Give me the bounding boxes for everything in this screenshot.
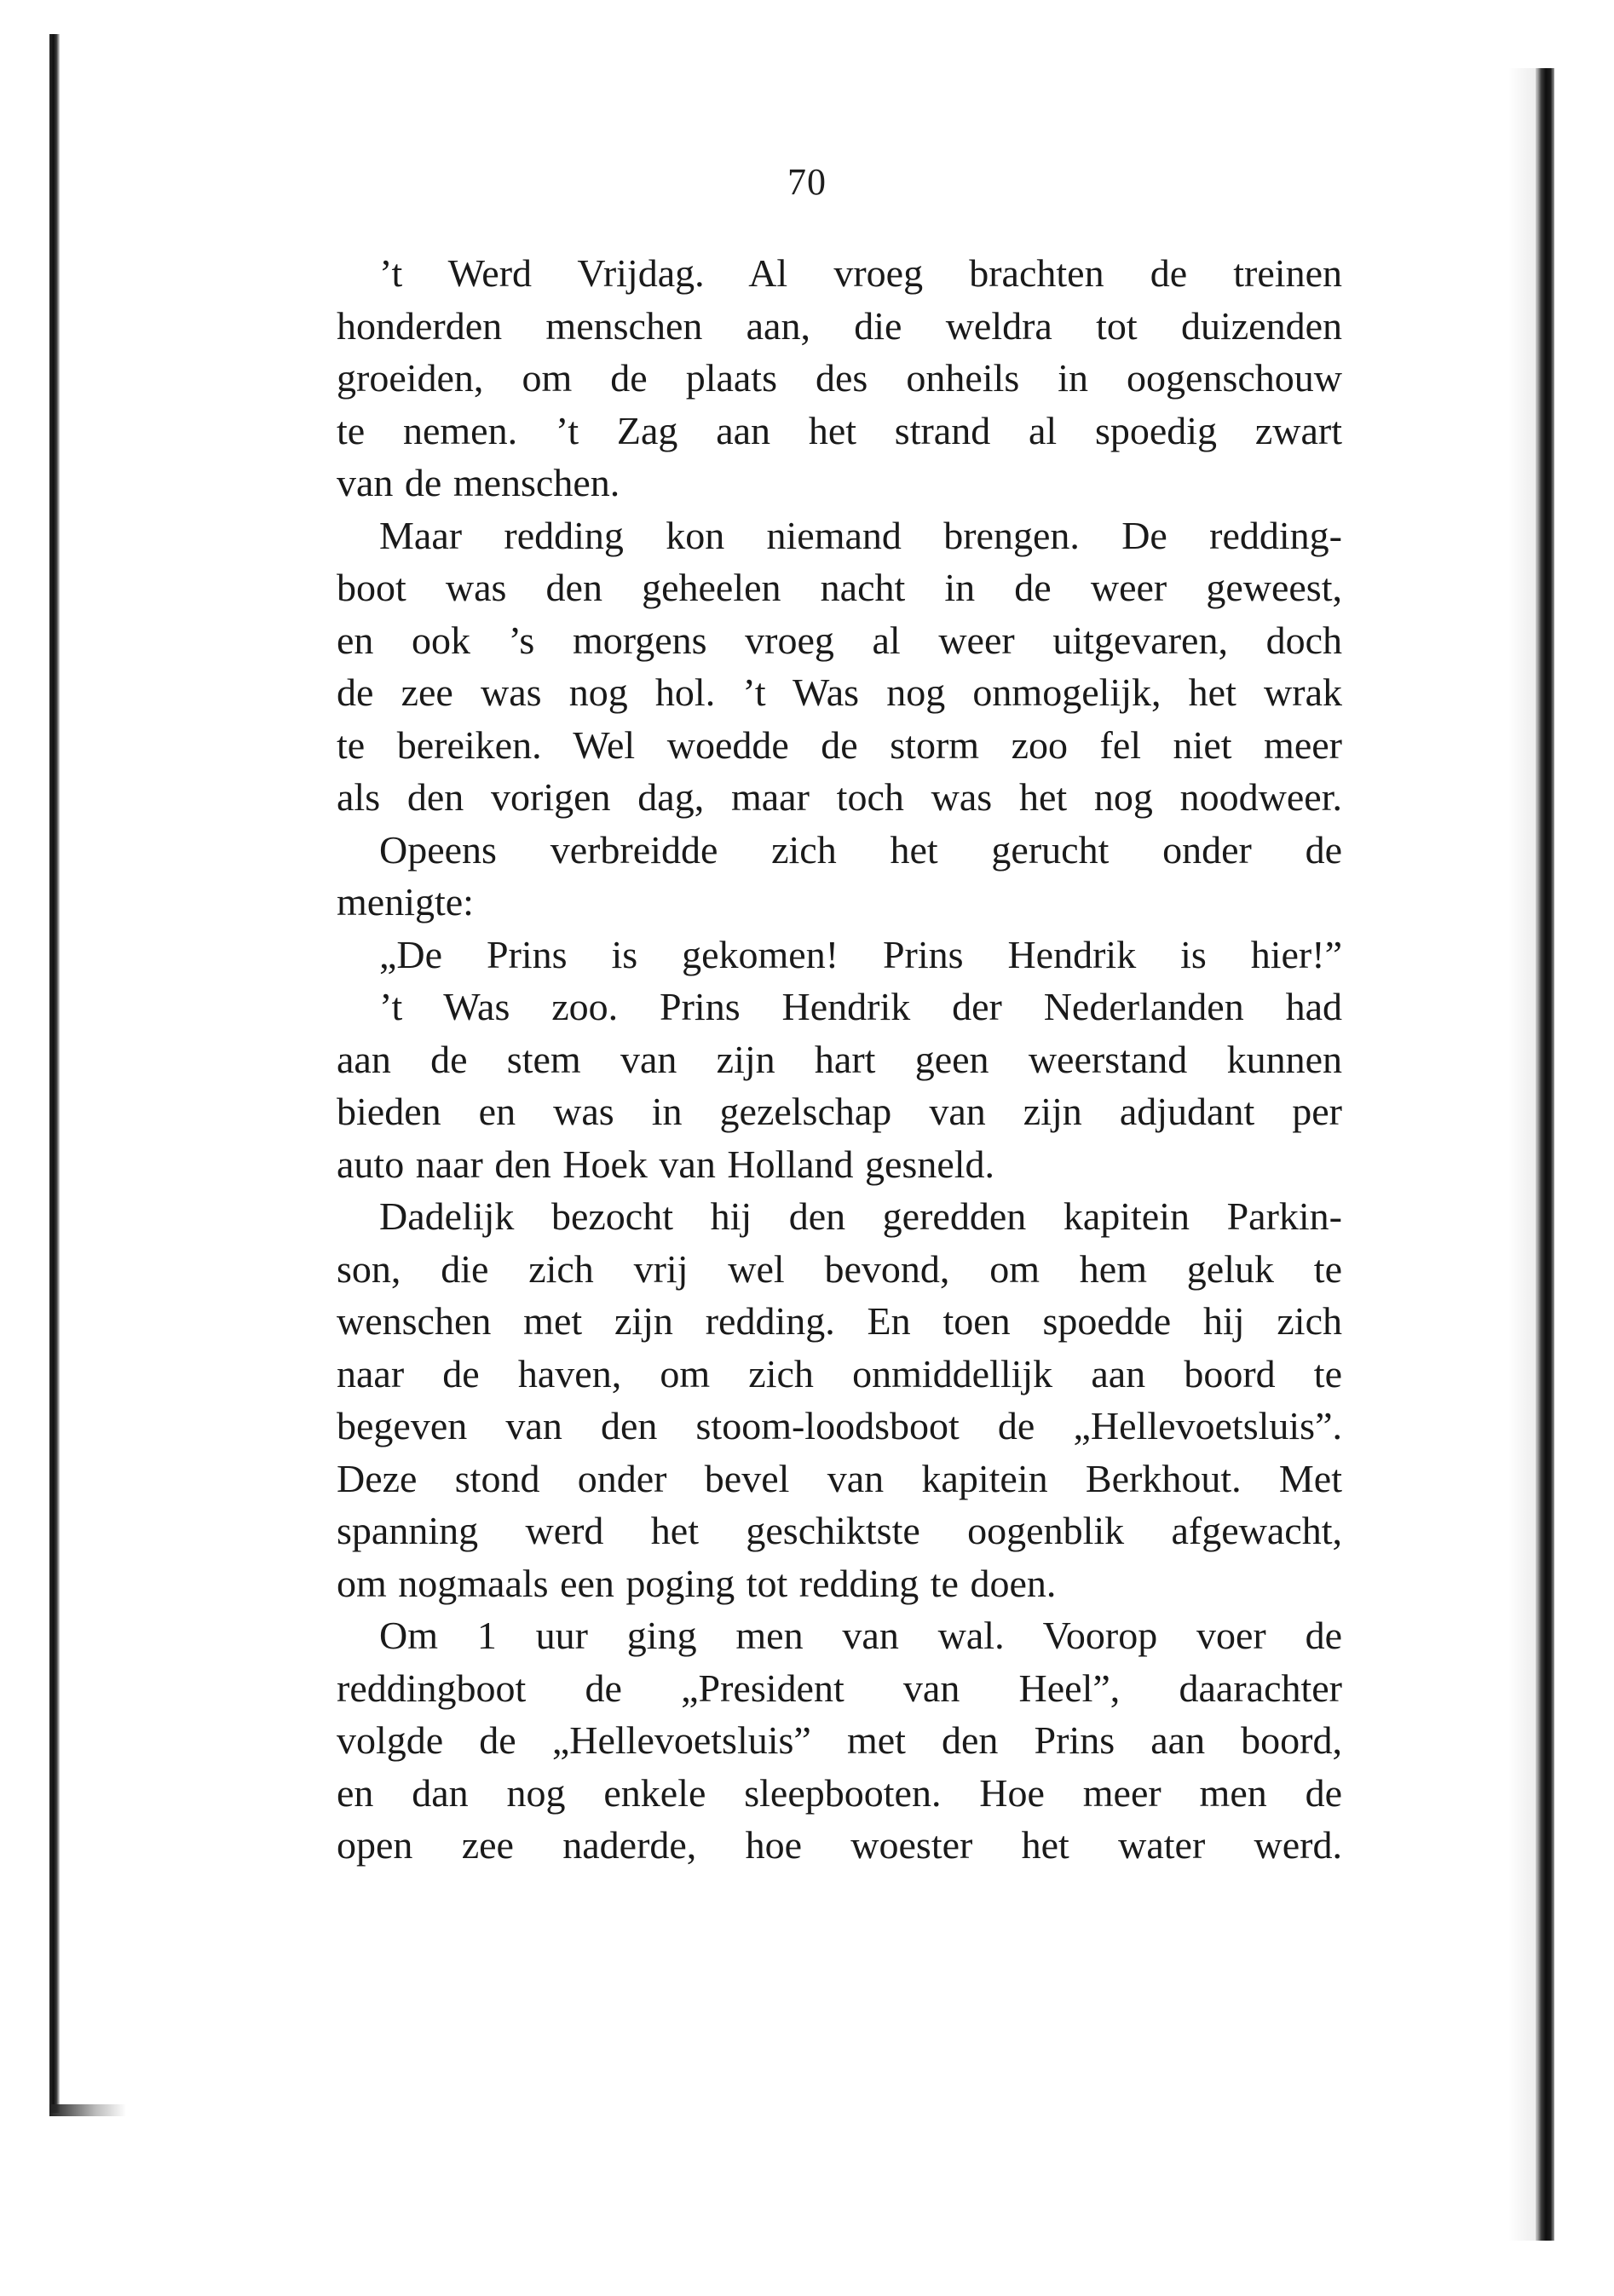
body-text <box>337 247 1342 1872</box>
text-line: boot was den geheelen nacht in de weer geweest, <box>337 566 1342 609</box>
text-line: als den vorigen dag, maar toch was het nog noodweer. <box>337 775 1342 819</box>
text-line: begeven van den stoom-loodsboot de „Hellevoetsluis”. <box>337 1404 1342 1447</box>
text-line: menigte: <box>337 880 474 924</box>
text-line: om nogmaals een poging tot redding te doen. <box>337 1561 1057 1605</box>
scan-edge-left <box>49 34 60 2113</box>
text-line: Om 1 uur ging men van wal. Voorop voer de <box>379 1614 1342 1657</box>
text-line: ’t Werd Vrijdag. Al vroeg brachten de treinen <box>379 251 1342 295</box>
text-line: ’t Was zoo. Prins Hendrik der Nederlanden had <box>379 985 1342 1028</box>
text-line: son, die zich vrij wel bevond, om hem geluk te <box>337 1246 1342 1291</box>
text-line: reddingboot de „President van Heel”, daarachter <box>337 1666 1342 1710</box>
text-line: van de menschen. <box>337 461 620 504</box>
text-line: Dadelijk bezocht hij den geredden kapitein Parkin- <box>379 1194 1342 1238</box>
scan-edge-right <box>1536 68 1554 2241</box>
text-line: bieden en was in gezelschap van zijn adjudant per <box>337 1090 1342 1133</box>
scan-edge-right-shade <box>1508 68 1537 2241</box>
text-line: Deze stond onder bevel van kapitein Berkhout. Met <box>337 1456 1342 1500</box>
text-line: Maar redding kon niemand brengen. De redding- <box>379 513 1342 557</box>
page-number: 70 <box>787 161 827 203</box>
text-line: te bereiken. Wel woedde de storm zoo fel niet meer <box>337 722 1342 767</box>
text-line: volgde de „Hellevoetsluis” met den Prins aan boord, <box>337 1718 1342 1762</box>
text-line: en ook ’s morgens vroeg al weer uitgevaren, doch <box>337 618 1342 662</box>
text-line: te nemen. ’t Zag aan het strand al spoedig zwart <box>337 408 1342 452</box>
text-line: open zee naderde, hoe woester het water werd. <box>337 1823 1342 1867</box>
text-line: spanning werd het geschiktste oogenblik afgewacht, <box>337 1509 1342 1552</box>
text-line: Opeens verbreidde zich het gerucht onder de <box>379 827 1342 872</box>
text-line: „De Prins is gekomen! Prins Hendrik is hier!” <box>379 932 1342 976</box>
text-line: en dan nog enkele sleepbooten. Hoe meer men de <box>337 1770 1342 1815</box>
scan-edge-left-foot <box>49 2104 126 2116</box>
text-line: auto naar den Hoek van Holland gesneld. <box>337 1142 995 1186</box>
text-line: de zee was nog hol. ’t Was nog onmogelijk, het wrak <box>337 670 1342 714</box>
text-line: groeiden, om de plaats des onheils in oogenschouw <box>337 356 1342 400</box>
text-line: wenschen met zijn redding. En toen spoedde hij zich <box>337 1299 1342 1343</box>
text-line: aan de stem van zijn hart geen weerstand kunnen <box>337 1037 1342 1081</box>
text-line: honderden menschen aan, die weldra tot duizenden <box>337 303 1342 348</box>
text-line: naar de haven, om zich onmiddellijk aan boord te <box>337 1351 1342 1395</box>
